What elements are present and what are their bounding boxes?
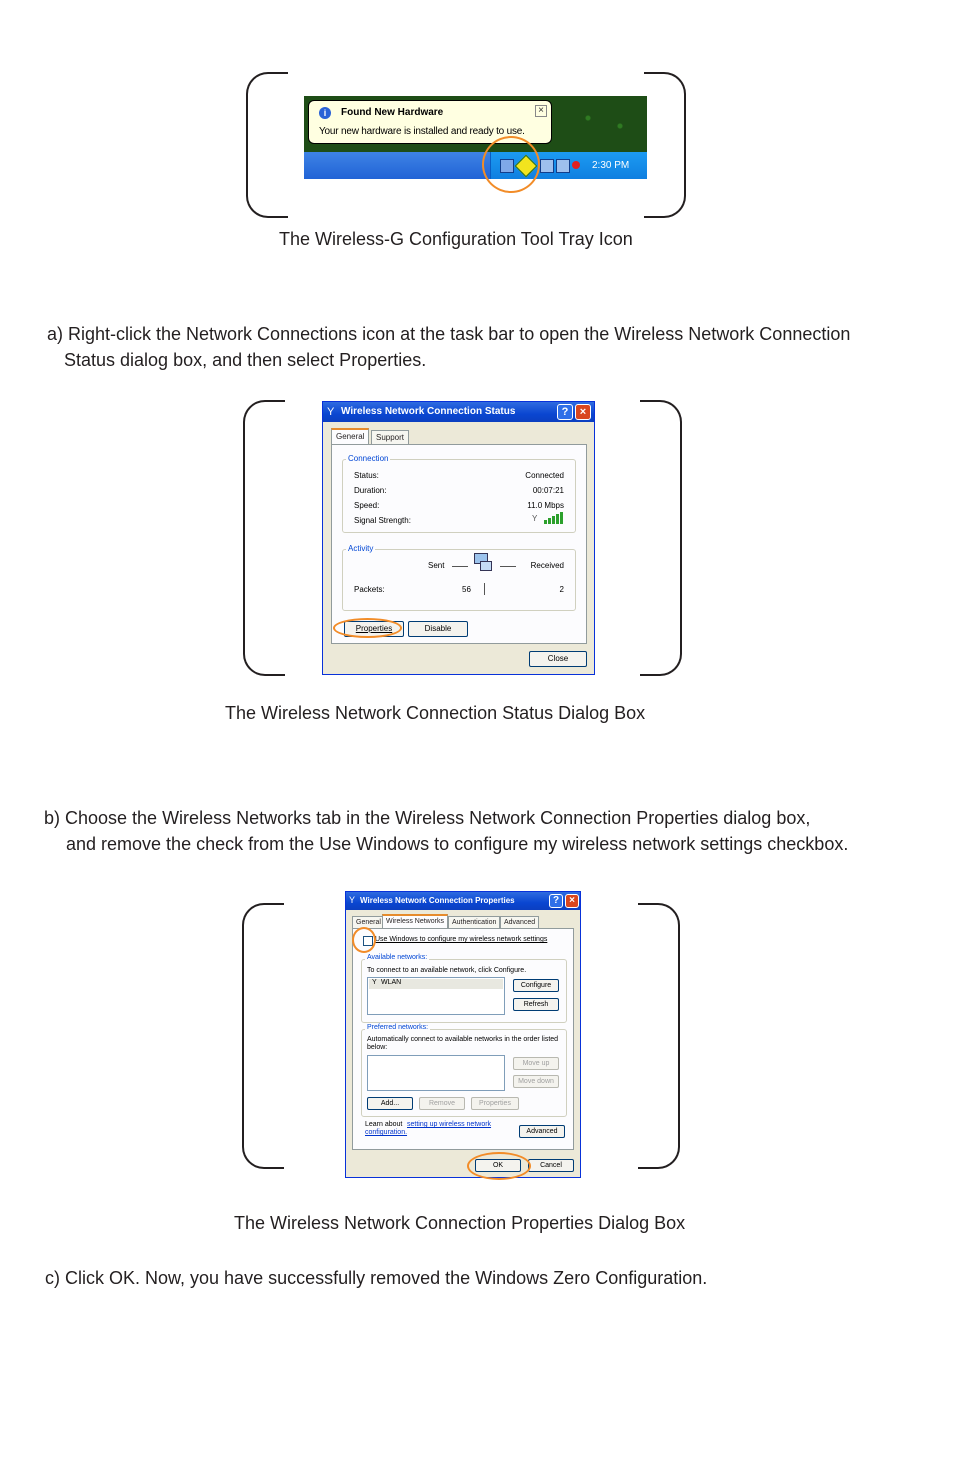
connection-group-label: Connection: [348, 454, 389, 463]
properties-dialog: [345, 891, 581, 1178]
step-a-line2: Status dialog box, and then select Properties.: [64, 350, 427, 370]
help-button[interactable]: ?: [557, 404, 573, 420]
figure1-caption: The Wireless-G Configuration Tool Tray Icon: [279, 229, 633, 249]
configure-button[interactable]: Configure: [513, 979, 559, 992]
step-b-line1: b) Choose the Wireless Networks tab in the Wireless Network Connection Properties dialog box,: [44, 808, 811, 828]
signal-bars-icon: Y: [532, 512, 566, 524]
status-general-panel: [331, 444, 587, 644]
packets-label: Packets:: [354, 585, 385, 594]
close-x-button[interactable]: ×: [575, 404, 591, 420]
step-a-line1: a) Right-click the Network Connections icon at the task bar to open the Wireless Network Connection: [47, 324, 851, 344]
signal-label: Signal Strength:: [354, 516, 411, 525]
wifi-antenna-icon: Y: [372, 979, 377, 986]
tray-screenshot: [304, 96, 647, 179]
close-button[interactable]: Close: [529, 651, 587, 667]
info-icon: i: [319, 107, 331, 119]
tray-network-icon[interactable]: [556, 159, 570, 173]
tab-wireless-networks[interactable]: Wireless Networks: [382, 914, 448, 928]
learn-link-1[interactable]: setting up wireless network: [407, 1121, 492, 1128]
figure3-left-bracket: [242, 903, 284, 1169]
tray-icon-highlight: [482, 136, 540, 193]
tray-volume-x-icon[interactable]: [572, 161, 580, 169]
available-networks-list[interactable]: [367, 977, 505, 1015]
learn-link-2[interactable]: configuration.: [365, 1129, 408, 1136]
available-networks-text: To connect to an available network, click Configure.: [367, 967, 527, 974]
learn-about-text: Learn about: [365, 1121, 403, 1128]
status-label: Status:: [354, 471, 379, 480]
preferred-networks-list[interactable]: [367, 1055, 505, 1091]
figure1-right-bracket: [644, 72, 686, 218]
advanced-button[interactable]: Advanced: [519, 1125, 565, 1138]
figure2-right-bracket: [640, 400, 682, 676]
props-help-button[interactable]: ?: [549, 894, 563, 908]
preferred-networks-label: Preferred networks:: [367, 1024, 429, 1031]
speed-label: Speed:: [354, 501, 380, 510]
speed-value: 11.0 Mbps: [527, 501, 564, 510]
properties-dialog-title: Wireless Network Connection Properties: [360, 896, 515, 905]
network-computers-icon: [472, 553, 492, 573]
preferred-properties-button[interactable]: Properties: [471, 1097, 519, 1110]
figure2-caption: The Wireless Network Connection Status Dialog Box: [225, 703, 646, 723]
disable-button[interactable]: Disable: [408, 621, 468, 637]
packets-received: 2: [559, 585, 564, 594]
duration-label: Duration:: [354, 486, 387, 495]
figure3-right-bracket: [638, 903, 680, 1169]
tab-general[interactable]: General: [331, 428, 369, 444]
wireless-networks-panel: [352, 928, 574, 1150]
move-down-button[interactable]: Move down: [513, 1075, 559, 1088]
refresh-button[interactable]: Refresh: [513, 998, 559, 1011]
figure3-caption: The Wireless Network Connection Properties Dialog Box: [234, 1213, 686, 1233]
tab-authentication[interactable]: Authentication: [448, 916, 500, 928]
ok-button[interactable]: OK: [475, 1159, 521, 1172]
checkbox-highlight: [352, 927, 376, 953]
received-label: Received: [530, 561, 564, 570]
add-button[interactable]: Add...: [367, 1097, 413, 1110]
sent-label: Sent: [428, 561, 445, 570]
activity-group-label: Activity: [348, 544, 374, 553]
duration-value: 00:07:21: [532, 486, 564, 495]
tray-clock: 2:30 PM: [592, 160, 630, 171]
network-list-item[interactable]: [369, 979, 503, 989]
tab-general[interactable]: General: [352, 916, 385, 928]
status-dialog-titlebar: [323, 402, 594, 422]
properties-button[interactable]: Properties: [344, 621, 404, 637]
properties-dialog-titlebar: [346, 892, 580, 910]
available-networks-label: Available networks:: [367, 954, 428, 961]
tab-advanced[interactable]: Advanced: [500, 916, 539, 928]
step-b-line2: and remove the check from the Use Windows to configure my wireless network settings checkbox.: [66, 834, 849, 854]
antenna-icon: Y: [327, 406, 335, 418]
preferred-networks-text2: below:: [367, 1044, 388, 1051]
network-title-icon: Y: [349, 895, 356, 905]
move-up-button[interactable]: Move up: [513, 1057, 559, 1070]
network-item-name: WLAN: [381, 979, 402, 986]
taskbar-tray: [304, 152, 647, 179]
cancel-button[interactable]: Cancel: [528, 1159, 574, 1172]
remove-button[interactable]: Remove: [419, 1097, 465, 1110]
balloon-title: Found New Hardware: [341, 107, 444, 118]
ok-button-highlight: [467, 1152, 531, 1180]
status-value: Connected: [525, 471, 564, 480]
tray-monitor-icon[interactable]: [540, 159, 554, 173]
balloon-text: Your new hardware is installed and ready to use.: [319, 126, 525, 137]
status-dialog-title: Wireless Network Connection Status: [341, 406, 516, 417]
figure1-left-bracket: [246, 72, 288, 218]
props-close-x-button[interactable]: ×: [565, 894, 579, 908]
balloon-close-button[interactable]: ×: [535, 105, 547, 117]
use-windows-label: Use Windows to configure my wireless network settings: [375, 936, 548, 943]
packets-sent: 56: [462, 585, 471, 594]
preferred-networks-text1: Automatically connect to available networks in the order listed: [367, 1036, 559, 1043]
tab-support[interactable]: Support: [371, 430, 409, 444]
activity-group: [342, 549, 576, 611]
properties-button-highlight: [333, 618, 402, 638]
step-c-line1: c) Click OK. Now, you have successfully removed the Windows Zero Configuration.: [45, 1268, 708, 1288]
figure2-left-bracket: [243, 400, 285, 676]
